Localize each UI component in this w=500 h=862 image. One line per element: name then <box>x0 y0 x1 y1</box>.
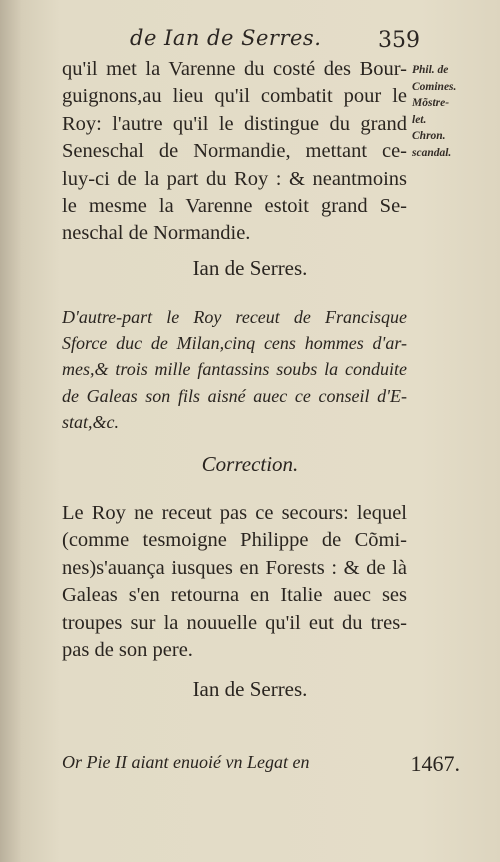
text-line: de Galeas son fils aisné auec ce conseil d'E- <box>62 385 407 406</box>
text-line: guignons,au lieu qu'il combatit pour le <box>62 85 407 108</box>
text-line: Roy: l'autre qu'il le distingue du grand <box>62 112 407 135</box>
running-head: de Ian de Serres. <box>130 26 322 50</box>
paragraph-1 <box>62 56 407 248</box>
text-line: D'autre-part le Roy receut de Francisque <box>62 307 407 327</box>
text-line: Galeas s'en retourna en Italie auec ses <box>62 584 407 607</box>
text-line: Le Roy ne receut pas ce secours: lequel <box>62 502 407 524</box>
correction-paragraph <box>62 500 407 664</box>
quotation-paragraph <box>62 304 407 435</box>
text-line: (comme tesmoigne Philippe de Cõmi- <box>62 529 407 552</box>
text-line: pas de son pere. <box>62 639 193 662</box>
text-line: stat,&c. <box>62 411 119 432</box>
text-line: le mesme la Varenne estoit grand Se- <box>62 195 407 218</box>
section-heading: Ian de Serres. <box>192 256 308 280</box>
margin-year: 1467. <box>410 751 460 776</box>
text-line: qu'il met la Varenne du costé des Bour- <box>62 58 407 80</box>
catchline-text: Or Pie II aiant enuoié vn Legat en <box>62 752 310 772</box>
catchline <box>62 751 460 776</box>
text-line: troupes sur la nouuelle qu'il eut du tres- <box>62 611 407 634</box>
text-line: luy-ci de la part du Roy : & neantmoins <box>62 167 407 190</box>
correction-heading: Correction. <box>201 452 299 476</box>
section-heading: Ian de Serres. <box>192 677 308 701</box>
marginal-note: Phil. de Comines. Mõstre- let. Chron. scandal. <box>412 64 457 159</box>
text-line: nes)s'auança iusques en Forests : & de là <box>62 556 407 579</box>
text-line: neschal de Normandie. <box>62 222 251 245</box>
text-line: Sforce duc de Milan,cinq cens hommes d'ar- <box>62 333 407 354</box>
page-number: 359 <box>378 28 420 53</box>
text-line: mes,& trois mille fantassins soubs la conduite <box>62 359 407 380</box>
text-line: Seneschal de Normandie, mettant ce- <box>62 140 407 163</box>
